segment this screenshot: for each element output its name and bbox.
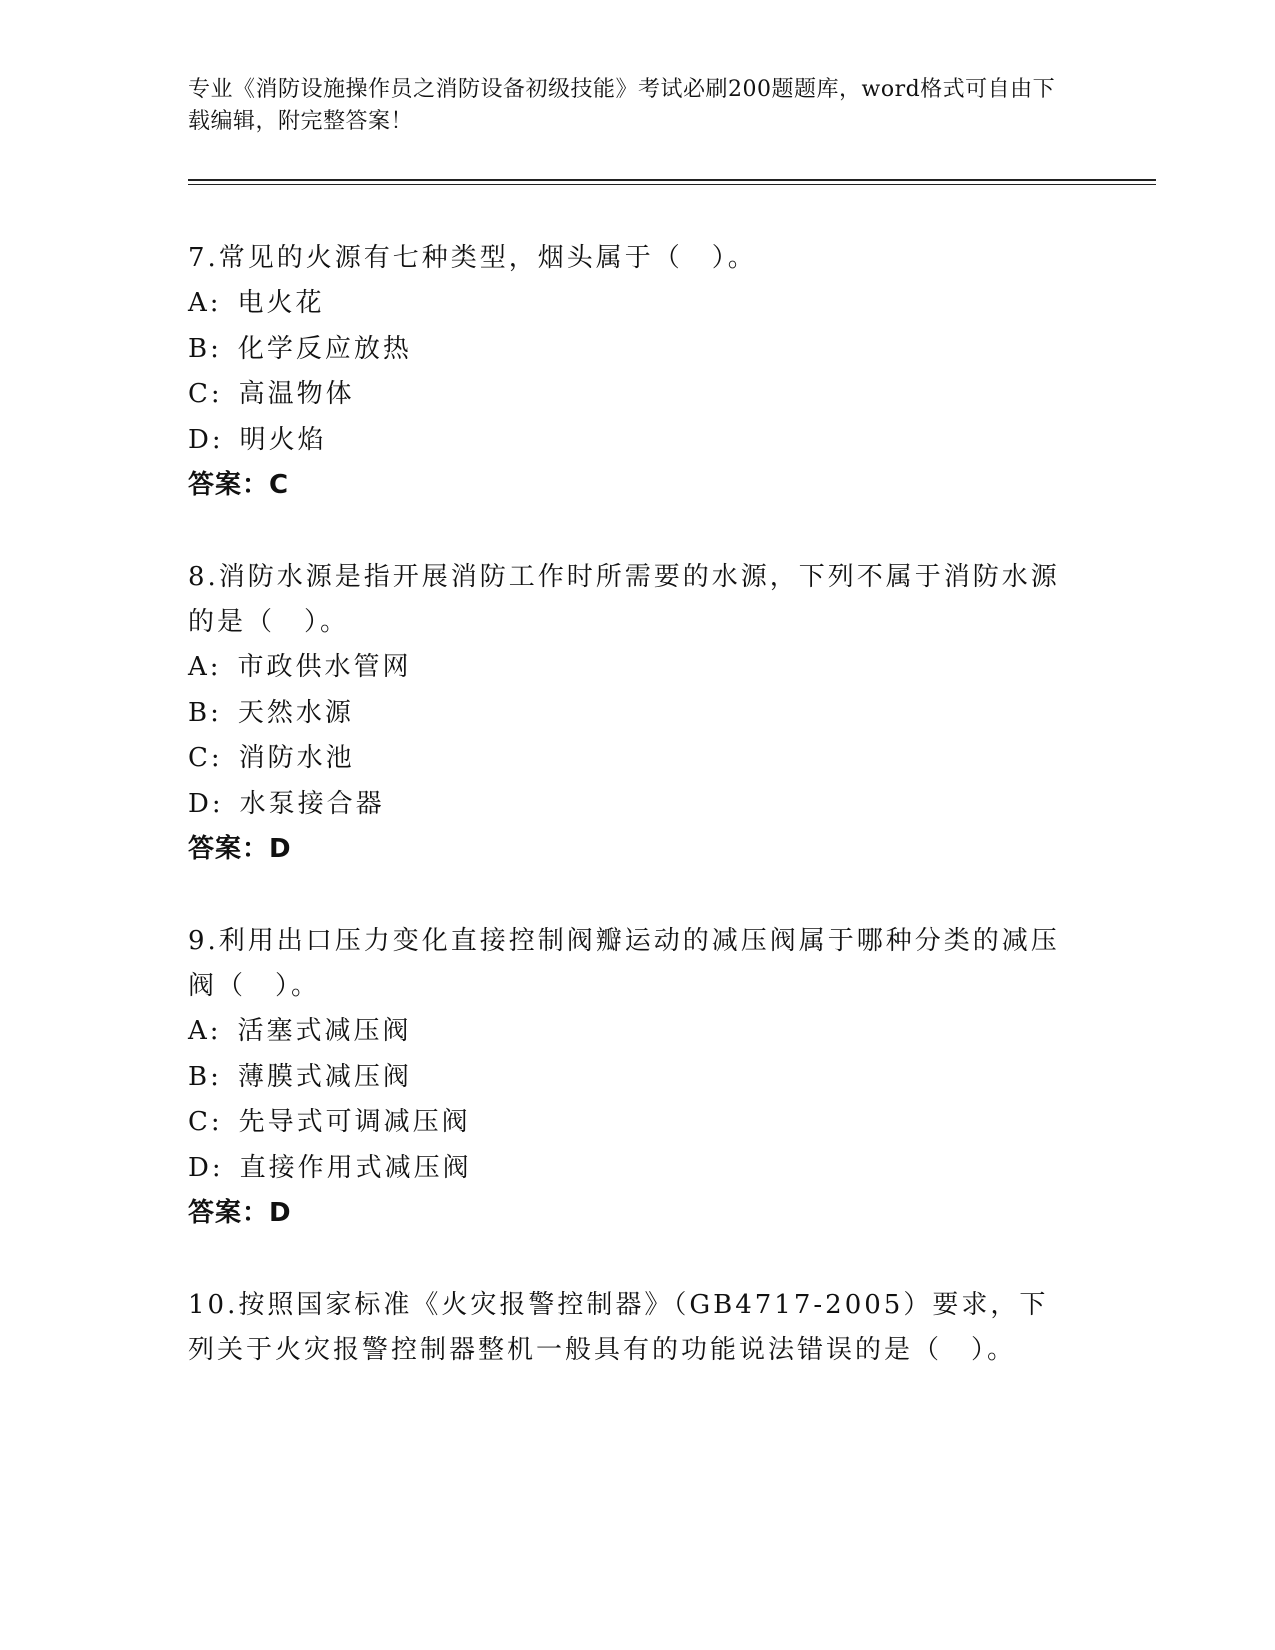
option-c	[188, 372, 1068, 418]
option-c	[188, 736, 1068, 782]
option-label: B:	[188, 333, 222, 364]
option-text: 直接作用式减压阀	[239, 1152, 472, 1183]
option-label: A:	[188, 1015, 222, 1046]
option-text: 消防水池	[238, 743, 355, 774]
option-b	[188, 327, 1068, 373]
option-text: 薄膜式减压阀	[237, 1061, 412, 1092]
option-text: 明火焰	[239, 424, 327, 455]
question-stem: 7.常见的火源有七种类型，烟头属于（ ）。	[188, 243, 757, 273]
option-text: 水泵接合器	[239, 788, 385, 819]
option-label: C:	[188, 379, 223, 410]
option-d	[188, 782, 1068, 828]
question-list	[188, 236, 1068, 1419]
option-label: B:	[188, 1061, 222, 1092]
option-label: C:	[188, 1107, 223, 1138]
option-d	[188, 418, 1068, 464]
option-c	[188, 1100, 1068, 1146]
option-text: 化学反应放热	[237, 333, 412, 364]
question-8	[188, 555, 1068, 873]
question-stem: 9.利用出口压力变化直接控制阀瓣运动的减压阀属于哪种分类的减压阀（ ）。	[188, 925, 1060, 1001]
header-intro-text: 专业《消防设施操作员之消防设备初级技能》考试必刷200题题库，word格式可自由下载编辑，附完整答案！	[188, 77, 1056, 134]
option-text: 活塞式减压阀	[237, 1015, 412, 1046]
question-stem: 8.消防水源是指开展消防工作时所需要的水源，下列不属于消防水源的是（ ）。	[188, 561, 1060, 637]
question-7	[188, 236, 1068, 509]
option-label: D:	[188, 1152, 224, 1183]
option-b	[188, 691, 1068, 737]
answer-line: 答案：C	[188, 470, 290, 501]
header-divider-thin	[188, 184, 1156, 185]
option-label: A:	[188, 651, 222, 682]
answer-line: 答案：D	[188, 1198, 292, 1229]
option-a	[188, 1009, 1068, 1055]
option-a	[188, 281, 1068, 327]
option-label: D:	[188, 788, 224, 819]
option-label: A:	[188, 288, 222, 318]
option-b	[188, 1055, 1068, 1101]
option-d	[188, 1146, 1068, 1192]
header-divider	[188, 179, 1156, 181]
option-text: 高温物体	[238, 379, 355, 410]
option-text: 电火花	[237, 288, 325, 318]
option-text: 天然水源	[237, 697, 354, 728]
answer-line: 答案：D	[188, 834, 292, 865]
option-text: 市政供水管网	[237, 651, 412, 682]
question-9	[188, 919, 1068, 1237]
option-label: D:	[188, 424, 224, 455]
question-stem: 10.按照国家标准《火灾报警控制器》（GB4717-2005）要求，下列关于火灾报警控制器整机一般具有的功能说法错误的是（ ）。	[188, 1289, 1049, 1365]
option-text: 先导式可调减压阀	[238, 1107, 471, 1138]
option-label: B:	[188, 697, 222, 728]
document-header	[188, 74, 1068, 138]
option-a	[188, 645, 1068, 691]
option-label: C:	[188, 743, 223, 774]
question-10	[188, 1283, 1068, 1373]
